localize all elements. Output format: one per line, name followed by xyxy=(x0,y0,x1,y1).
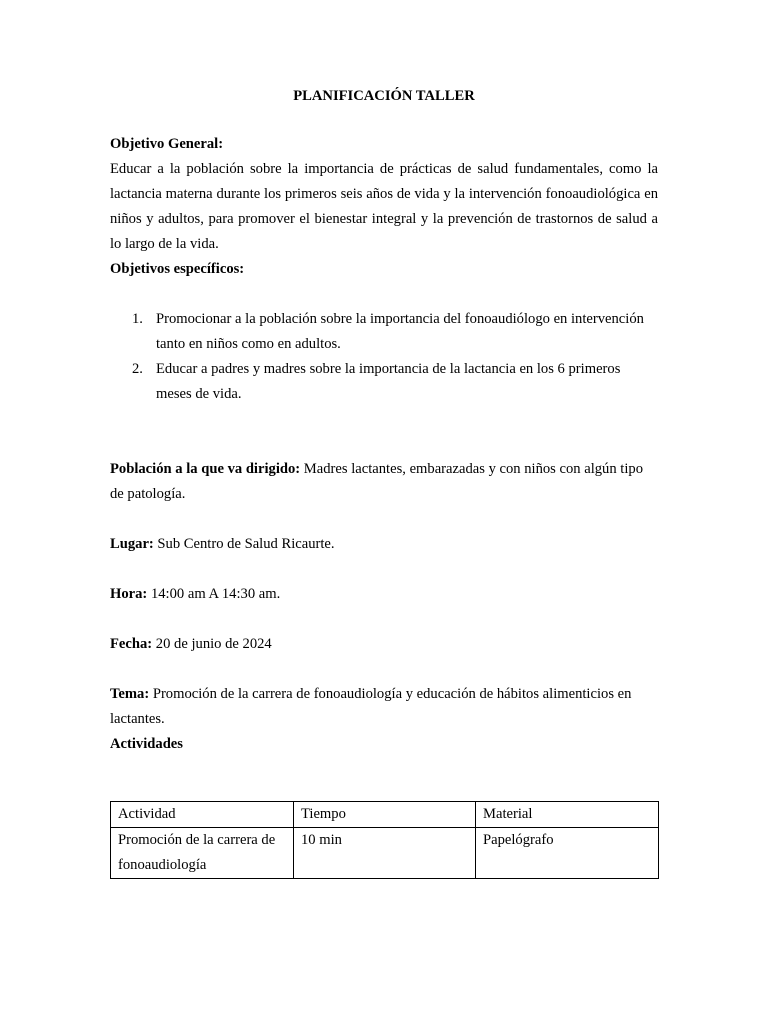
fecha-value: 20 de junio de 2024 xyxy=(152,636,272,652)
table-row xyxy=(111,828,659,879)
list-item-number: 2. xyxy=(132,361,143,377)
fecha-label: Fecha: xyxy=(110,636,153,652)
hora-field xyxy=(110,582,658,607)
objetivos-especificos-list xyxy=(110,307,658,407)
table-header-tiempo: Tiempo xyxy=(294,802,476,828)
table-cell-actividad: Promoción de la carrera de fonoaudiología xyxy=(111,828,294,879)
poblacion-value: Madres lactantes, embarazadas y con niños con algún tipo de patología. xyxy=(110,461,643,502)
table-header-actividad: Actividad xyxy=(111,802,294,828)
objetivos-especificos-heading: Objetivos específicos: xyxy=(110,261,245,277)
objetivo-general-heading: Objetivo General: xyxy=(110,136,224,152)
poblacion-field xyxy=(110,457,658,507)
lugar-label: Lugar: xyxy=(110,536,154,552)
list-item xyxy=(110,307,658,357)
objetivo-general-text: Educar a la población sobre la importancia de prácticas de salud fundamentales, como la lactancia materna durante los primeros seis años de vida y la intervención fonoaudiológica en niños y adultos, para promover el bienestar integral y la prevención de trastornos de salud a lo largo de la vida. xyxy=(110,161,658,252)
document-title: PLANIFICACIÓN TALLER xyxy=(293,88,475,104)
table-cell-tiempo: 10 min xyxy=(294,828,476,879)
lugar-value: Sub Centro de Salud Ricaurte. xyxy=(153,536,335,552)
list-item-text: Promocionar a la población sobre la importancia del fonoaudiólogo en intervención tanto en niños como en adultos. xyxy=(156,311,644,352)
lugar-field xyxy=(110,532,658,557)
actividades-table xyxy=(110,801,659,879)
fecha-field xyxy=(110,632,658,657)
list-item-number: 1. xyxy=(132,311,143,327)
spacer xyxy=(110,557,658,582)
list-item-text: Educar a padres y madres sobre la importancia de la lactancia en los 6 primeros meses de vida. xyxy=(156,361,621,402)
table-cell-material: Papelógrafo xyxy=(476,828,659,879)
hora-label: Hora: xyxy=(110,586,148,602)
tema-label: Tema: xyxy=(110,686,150,702)
table-header-material: Material xyxy=(476,802,659,828)
spacer xyxy=(110,607,658,632)
tema-value: Promoción de la carrera de fonoaudiología y educación de hábitos alimenticios en lactantes. xyxy=(110,686,632,727)
table-header-row xyxy=(111,802,659,828)
actividades-heading: Actividades xyxy=(110,736,183,752)
document-page xyxy=(110,84,658,879)
spacer xyxy=(110,407,658,457)
spacer xyxy=(110,507,658,532)
poblacion-label: Población a la que va dirigido: xyxy=(110,461,301,477)
tema-field xyxy=(110,682,658,732)
spacer xyxy=(110,657,658,682)
hora-value: 14:00 am A 14:30 am. xyxy=(147,586,281,602)
list-item xyxy=(110,357,658,407)
